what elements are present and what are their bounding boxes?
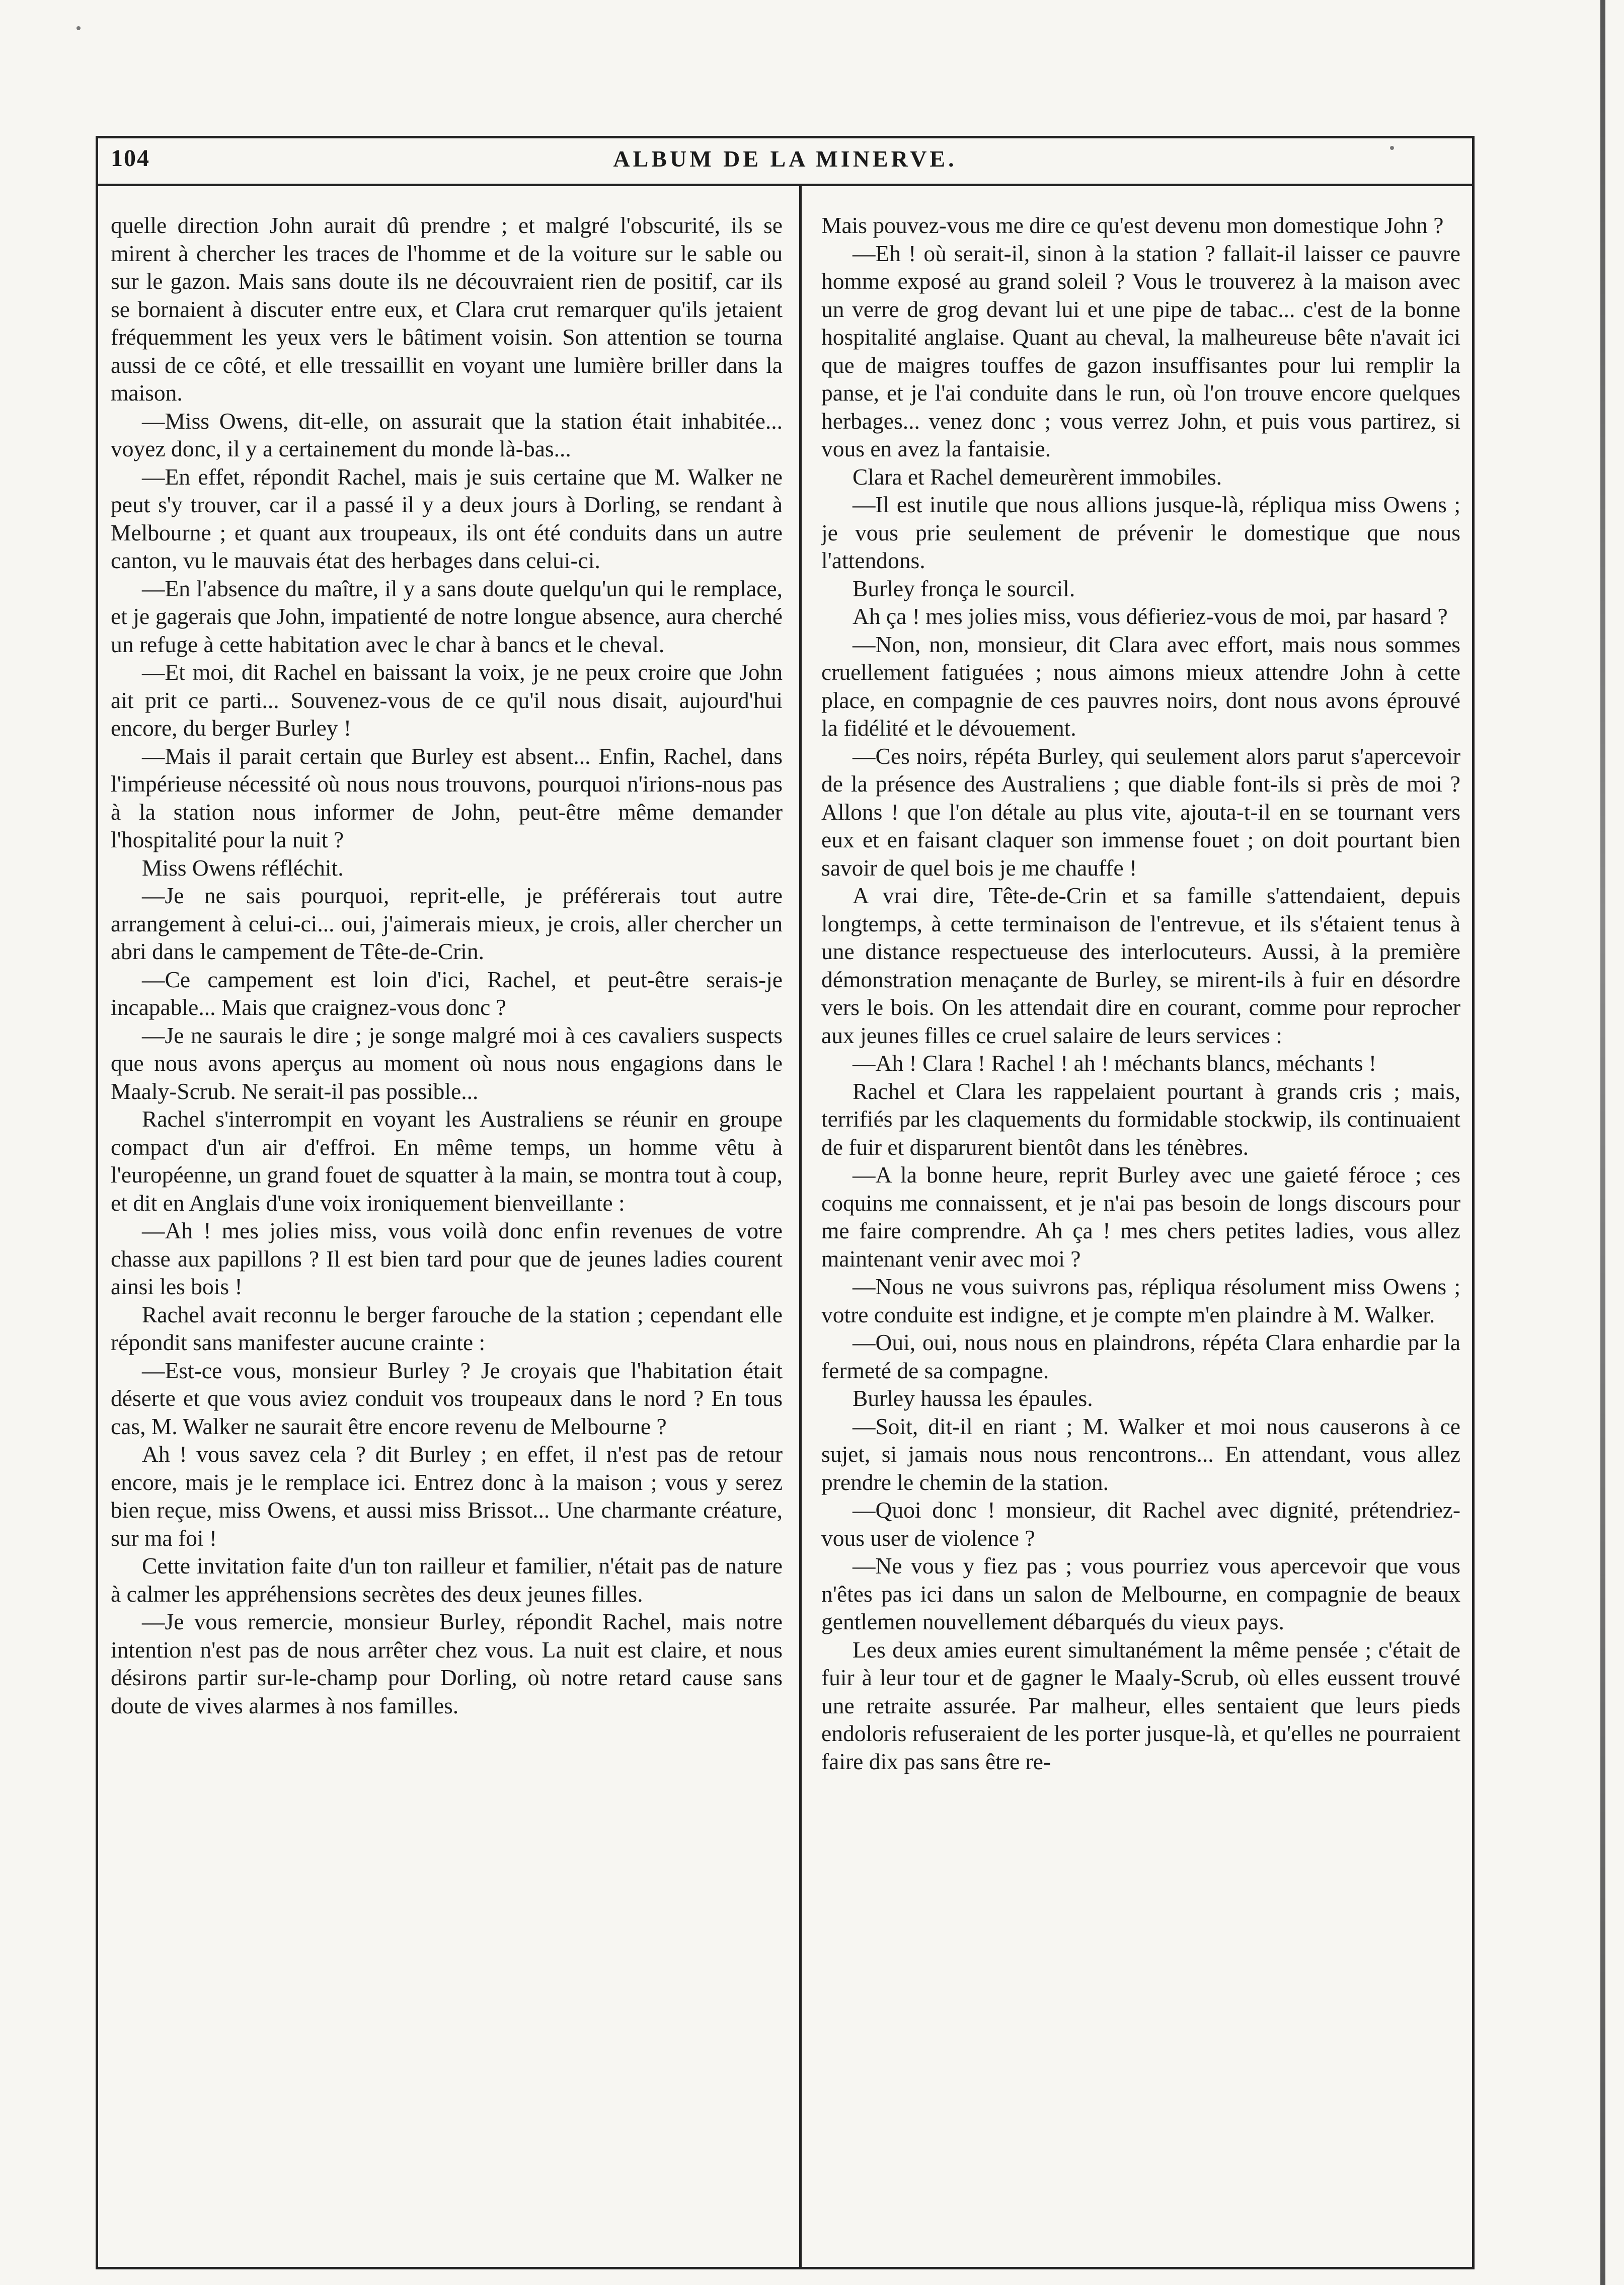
paragraph: —Ne vous y fiez pas ; vous pourriez vous apercevoir que vous n'êtes pas ici dans un salon de Melbourne, en compagnie de beaux gentlemen nouvellement débarqués du vieux pays. [821,1553,1460,1634]
text-column-right [821,211,1460,2264]
paragraph: —Nous ne vous suivrons pas, répliqua résolument miss Owens ; votre conduite est indigne, et je compte m'en plaindre à M. Walker. [821,1274,1460,1327]
paragraph: Les deux amies eurent simultanément la même pensée ; c'était de fuir à leur tour et de gagner le Maaly-Scrub, où elles eussent trouvé une retraite assurée. Par malheur, elles sentaient que leurs pieds endoloris refuseraient de les porter jusque-là, et qu'elles ne pourraient faire dix pas sans être re- [821,1636,1460,1774]
paragraph: —Il est inutile que nous allions jusque-là, répliqua miss Owens ; je vous prie seulement de prévenir le domestique que nous l'attendons. [821,492,1460,573]
paragraph: —Eh ! où serait-il, sinon à la station ? fallait-il laisser ce pauvre homme exposé au grand soleil ? Vous le trouverez à la maison avec un verre de grog devant lui et une pipe de tabac... c'est de la bonne hospitalité anglaise. Quant au cheval, la malheureuse bête n'avait ici que de maigres touffes de gazon insuffisantes pour lui remplir la panse, et je l'ai conduite dans le run, où l'on trouve encore quelques herbages... venez donc ; vous verrez John, et puis vous partirez, si vous en avez la fantaisie. [821,240,1460,461]
frame-rule-right [1472,136,1475,2269]
paragraph: Mais pouvez-vous me dire ce qu'est devenu mon domestique John ? [821,212,1444,238]
ink-speck [1390,146,1394,150]
paragraph: Ah ! vous savez cela ? dit Burley ; en effet, il n'est pas de retour encore, mais je le remplace ici. Entrez donc à la maison ; vous y serez bien reçue, miss Owens, et aussi miss Brissot... Une charmante créature, sur ma foi ! [111,1441,783,1551]
paragraph: Rachel s'interrompit en voyant les Australiens se réunir en groupe compact d'un air d'effroi. En même temps, un homme vêtu à l'européenne, un grand fouet de squatter à la main, se montra tout à coup, et dit en Anglais d'une voix ironiquement bienveillante : [111,1106,783,1216]
paragraph: A vrai dire, Tête-de-Crin et sa famille s'attendaient, depuis longtemps, à cette terminaison de l'entrevue, et ils s'étaient tenus à une distance respectueuse des interlocuteurs. Aussi, à la première démonstration menaçante de Burley, se mirent-ils à fuir en désordre vers le bois. On les attendait dire en courant, comme pour reprocher aux jeunes filles ce cruel salaire de leurs services : [821,883,1460,1048]
paragraph: Clara et Rachel demeurèrent immobiles. [853,463,1222,490]
paragraph: —Je ne sais pourquoi, reprit-elle, je préférerais tout autre arrangement à celui-ci... oui, j'aimerais mieux, je crois, aller chercher un abri dans le campement de Tête-de-Crin. [111,883,783,964]
paragraph: —A la bonne heure, reprit Burley avec une gaieté féroce ; ces coquins me connaissent, et je n'ai pas besoin de longs discours pour me faire comprendre. Ah ça ! mes chers petites ladies, vous allez maintenant venir avec moi ? [821,1162,1460,1272]
running-title: ALBUM DE LA MINERVE. [613,146,957,172]
paragraph: —En l'absence du maître, il y a sans doute quelqu'un qui le remplace, et je gagerais que John, impatienté de notre longue absence, aura cherché un refuge à cette habitation avec le char à bancs et le cheval. [111,575,783,657]
paragraph: Cette invitation faite d'un ton railleur et familier, n'était pas de nature à calmer les appréhensions secrètes des deux jeunes filles. [111,1553,783,1607]
page-header [96,136,1475,186]
paragraph: —En effet, répondit Rachel, mais je suis certaine que M. Walker ne peut s'y trouver, car il a passé il y a deux jours à Dorling, se rendant à Melbourne ; et quant aux troupeaux, ils ont été conduits dans un autre canton, vu le mauvais état des herbages dans celui-ci. [111,463,783,573]
paragraph: Burley haussa les épaules. [853,1385,1093,1411]
paragraph: —Ah ! mes jolies miss, vous voilà donc enfin revenues de votre chasse aux papillons ? Il est bien tard pour que de jeunes ladies courent ainsi les bois ! [111,1218,783,1299]
frame-rule-left [96,136,98,2269]
paragraph: —Ces noirs, répéta Burley, qui seulement alors parut s'apercevoir de la présence des Australiens ; que diable font-ils si près de moi ? Allons ! que l'on détale au plus vite, ajouta-t-il en se tournant vers eux et en faisant claquer son immense fouet ; on doit pourtant bien savoir de quel bois je me chauffe ! [821,743,1460,881]
paragraph: —Ah ! Clara ! Rachel ! ah ! méchants blancs, méchants ! [853,1050,1377,1076]
paragraph: Miss Owens réfléchit. [142,854,344,881]
paragraph: quelle direction John aurait dû prendre ; et malgré l'obscurité, ils se mirent à chercher les traces de l'homme et de la voiture sur le sable ou sur le gazon. Mais sans doute ils ne découvraient rien de positif, car ils se bornaient à discuter entre eux, et Clara crut remarquer qu'ils jetaient fréquemment les yeux vers le bâtiment voisin. Son attention se tourna aussi de ce côté, et elle tressaillit en voyant une lumière briller dans la maison. [111,212,783,406]
paragraph: —Je ne saurais le dire ; je songe malgré moi à ces cavaliers suspects que nous avons aperçus au moment où nous nous engagions dans le Maaly-Scrub. Ne serait-il pas possible... [111,1022,783,1104]
paragraph: Ah ça ! mes jolies miss, vous défieriez-vous de moi, par hasard ? [853,603,1448,629]
paragraph: —Non, non, monsieur, dit Clara avec effort, mais nous sommes cruellement fatiguées ; nous aimons mieux attendre John à cette place, en compagnie de ces pauvres noirs, dont nous avons éprouvé la fidélité et le dévouement. [821,631,1460,741]
paragraph: Burley fronça le sourcil. [853,575,1075,601]
ink-speck [76,26,81,30]
paragraph: —Miss Owens, dit-elle, on assurait que la station était inhabitée... voyez donc, il y a certainement du monde là-bas... [111,408,783,461]
paragraph: —Je vous remercie, monsieur Burley, répondit Rachel, mais notre intention n'est pas de nous arrêter chez vous. La nuit est claire, et nous désirons partir sur-le-champ pour Dorling, où notre retard cause sans doute de vives alarmes à nos familles. [111,1609,783,1718]
paragraph: —Soit, dit-il en riant ; M. Walker et moi nous causerons à ce sujet, si jamais nous nous rencontrons... En attendant, vous allez prendre le chemin de la station. [821,1413,1460,1495]
paragraph: —Oui, oui, nous nous en plaindrons, répéta Clara enhardie par la fermeté de sa compagne. [821,1329,1460,1383]
paragraph: —Ce campement est loin d'ici, Rachel, et peut-être serais-je incapable... Mais que craignez-vous donc ? [111,966,783,1020]
binding-edge [1600,0,1605,2285]
frame-rule-bottom [96,2267,1475,2269]
paragraph: Rachel et Clara les rappelaient pourtant à grands cris ; mais, terrifiés par les claquements du formidable stockwip, ils continuaient de fuir et disparurent bientôt dans les ténèbres. [821,1078,1460,1160]
paragraph: —Et moi, dit Rachel en baissant la voix, je ne peux croire que John ait prit ce parti... Souvenez-vous de ce qu'il nous disait, aujourd'hui encore, du berger Burley ! [111,659,783,741]
paragraph: —Mais il parait certain que Burley est absent... Enfin, Rachel, dans l'impérieuse nécessité où nous nous trouvons, pourquoi n'irions-nous pas à la station nous informer de John, peut-être même demander l'hospitalité pour la nuit ? [111,743,783,852]
paragraph: —Est-ce vous, monsieur Burley ? Je croyais que l'habitation était déserte et que vous aviez conduit vos troupeaux dans le nord ? En tous cas, M. Walker ne saurait être encore revenu de Melbourne ? [111,1357,783,1439]
page-number: 104 [111,145,150,172]
paragraph: —Quoi donc ! monsieur, dit Rachel avec dignité, prétendriez-vous user de violence ? [821,1497,1460,1551]
text-column-left [111,211,783,2264]
paragraph: Rachel avait reconnu le berger farouche de la station ; cependant elle répondit sans manifester aucune crainte : [111,1301,783,1355]
column-divider [799,186,802,2269]
